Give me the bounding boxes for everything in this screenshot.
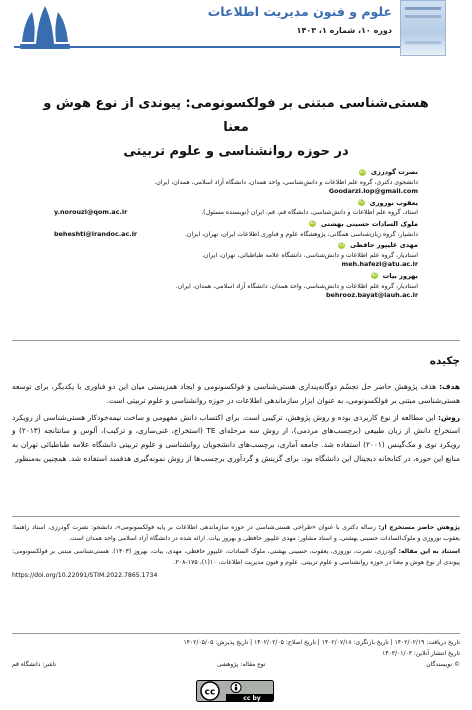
abstract-method-label: روش: (437, 412, 460, 422)
author-name: مهدی علیپور حافظی (349, 241, 418, 250)
author-email[interactable]: meh.hafezi@atu.ac.ir (341, 260, 418, 269)
orcid-icon[interactable]: iD (338, 241, 345, 248)
online-date: تاریخ انتشار آنلاین: ۱۴۰۳/۰۱/۰۳ (382, 650, 460, 657)
orcid-icon[interactable]: iD (371, 272, 377, 279)
footnote-source-text: رساله دکتری با عنوان «طراحی هستی‌شناسی در حوزه سازماندهی اطلاعات بر پایه فولکسونومی»، دانشجو: نصرت گودرزی، استاد راهنما: یعقوب نوروزی و ملوک‌السادات حسینی بهشتی، و استاد مشاور: مهدی علیپور حافظی و بهروز بیات. ارائه شده در دانشگاه آزاد اسلامی واحد همدان است. (12, 524, 460, 542)
author-entry (54, 220, 418, 239)
section-divider (12, 340, 460, 341)
author-entry (54, 241, 418, 270)
footnote-divider (12, 516, 460, 517)
header-divider (14, 46, 400, 48)
orcid-icon[interactable]: iD (359, 168, 366, 175)
dates-divider (12, 633, 460, 634)
author-entry (54, 199, 418, 218)
paper-title-line: در حوزه روانشناسی و علوم تربیتی (123, 144, 349, 159)
abstract-goal (12, 380, 460, 408)
cc-by-license-icon[interactable] (196, 680, 274, 702)
author-email[interactable]: y.norouzi@qom.ac.ir (54, 208, 128, 217)
author-entry (54, 168, 418, 197)
author-name: بهروز بیات (382, 271, 418, 280)
author-affiliation: استادیار، گروه علم اطلاعات و دانش‌شناسی، دانشگاه علامه طباطبائی، تهران، ایران. (201, 251, 418, 259)
author-email[interactable]: Goodarzi.lop@gmail.com (328, 187, 418, 196)
author-name: یعقوب نوروزی (369, 198, 418, 207)
publisher-row (12, 659, 460, 670)
abstract-goal-text: هدف پژوهش حاضر حل تجسّم دوگانه‌پنداری هستی‌شناسی و فولکسونومی و ایجاد همزیستی میان این دو فناوری با یکدیگر، برای توسعه هستی‌شناسی مبتنی بر فولکسونومی، به عنوان ابزار سازماندهی اطلاعات در حوزه روانشناسی و علوم تربیتی است. (12, 382, 460, 405)
orcid-icon[interactable]: iD (358, 199, 364, 206)
author-affiliation: دانشیار، گروه زبان‌شناسی همگانی، پژوهشگاه علوم و فناوری اطلاعات ایران، تهران، ایران. (184, 230, 418, 238)
received-accepted-dates: تاریخ دریافت: ۱۴۰۲/۰۲/۱۹ | تاریخ بازنگری: ۱۴۰۲/۰۷/۱۸ | تاریخ اصلاح: ۱۴۰۲/۰۲/۰۵ | تاریخ پذیرش: ۱۴۰۲/۰۵/۰۵ (183, 639, 460, 646)
copyright-text: © نویسندگان (426, 661, 460, 668)
journal-title: علوم و فنون مدیریت اطلاعات (207, 4, 392, 19)
svg-text:cc: cc (204, 687, 216, 698)
journal-header (0, 0, 472, 62)
author-affiliation: استاد، گروه علم اطلاعات و دانش‌شناسی، دانشگاه قم، قم، ایران (نویسنده مسئول). (201, 209, 418, 217)
paper-title-line: هستی‌شناسی مبتنی بر فولکسونومی: پیوندی از نوع هوش و معنا (43, 96, 429, 135)
footnote-cite-label: استناد به این مقاله: (398, 548, 461, 555)
footnote-source-label: پژوهش حاضر مستخرج از: (378, 524, 460, 531)
footnote-cite-text: گودرزی، نصرت، نوروزی، یعقوب، حسینی بهشتی، ملوک السادات، علیپور حافظی، مهدی، بیات، بهروز (۱۴۰۳). هستی‌شناسی مبتنی بر فولکسونومی: پیوندی از نوع هوش و معنا در حوزه روانشناسی و علوم تربیتی. علوم و فنون مدیریت اطلاعات، ۱۰(۱)، ۱۷۵-۲۰۸. (12, 548, 460, 566)
university-logo-icon (14, 2, 76, 52)
author-email[interactable]: behrooz.bayat@iauh.ac.ir (325, 291, 418, 300)
abstract-method (12, 411, 460, 466)
author-entry (54, 272, 418, 301)
footnote-source (12, 522, 460, 544)
author-list (54, 168, 418, 303)
abstract-heading: چکیده (429, 355, 460, 367)
author-email[interactable]: beheshti@irandoc.ac.ir (54, 229, 138, 238)
publisher: ناشر: دانشگاه قم (12, 661, 57, 668)
cc-badge-text: cc by (243, 695, 261, 702)
journal-issue: دوره ۱۰، شماره ۱، ۱۴۰۳ (296, 26, 392, 35)
footnote-citation (12, 546, 460, 568)
author-name: ملوک السادات حسینی بهشتی (320, 219, 418, 228)
author-affiliation: دانشجوی دکتری، گروه علم اطلاعات و دانش‌شناسی، واحد همدان، دانشگاه آزاد اسلامی، همدان، ایران. (154, 178, 418, 186)
abstract-goal-label: هدف: (439, 382, 460, 391)
author-name: نصرت گودرزی (371, 168, 418, 176)
article-type: نوع مقاله: پژوهشی (216, 661, 266, 668)
paper-title (40, 92, 432, 164)
dates-line (12, 637, 460, 648)
abstract-method-text: این مطالعه از نوع کاربردی بوده و روش پژوهش، ترکیبی است. برای اکتساب دانش مفهومی و ساخت نیمه‌خودکار هستی‌شناسی از رویکرد استخراج دانش از زبان طبیعی (برچسب‌های مردمی)، از روش سه مرحله‌ای TE (استخراج، غنی‌سازی، و ترکیب)، آلوس و سانتانجه (۲۰۱۳) و رویکرد نوی و مک‌گینس (۲۰۰۱) استفاده شد. جامعه آماری، برچسب‌های دانشجویان روانشناسی و علوم تربیتی دانشگاه علامه طباطبائی تهران به منابع این حوزه، در کتابخانه دیجیتال این دانشگاه بود. برای گزینش و گردآوری برچسب‌ها از روش نمونه‌گیری هدفمند استفاده شد. همچنین به‌منظور (12, 412, 460, 463)
journal-cover-thumbnail (400, 0, 446, 56)
footnote (12, 522, 460, 583)
article-dates (12, 637, 460, 670)
orcid-icon[interactable]: iD (309, 220, 315, 227)
author-affiliation: استادیار، گروه علم اطلاعات و دانش‌شناسی، واحد همدان، دانشگاه آزاد اسلامی، همدان، ایران. (175, 282, 418, 290)
doi-link[interactable]: https://doi.org/10.22091/STIM.2022.7865.1734 (12, 572, 158, 579)
abstract-body (12, 380, 460, 469)
